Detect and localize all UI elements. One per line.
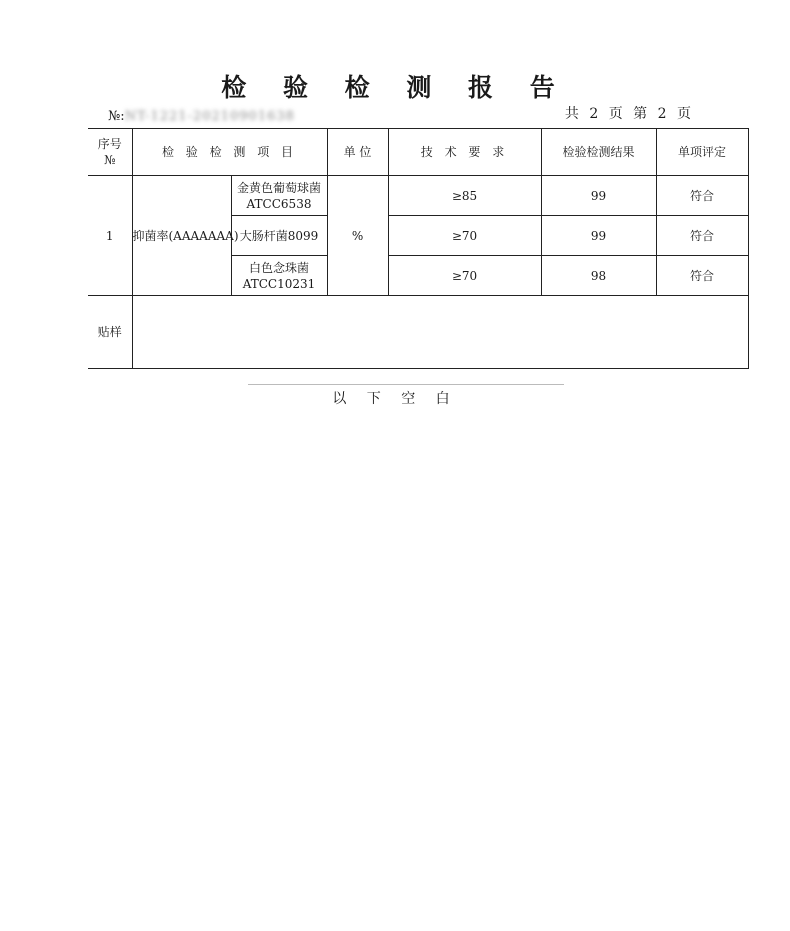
subitem-verdict: 符合 bbox=[656, 176, 748, 216]
subitem-name: 大肠杆菌8099 bbox=[231, 216, 327, 256]
report-number-value: NT-1221-20210901638 bbox=[124, 109, 295, 124]
report-number-label: №: bbox=[108, 109, 125, 124]
subitem-name: 白色念珠菌 ATCC10231 bbox=[231, 256, 327, 296]
inspection-table bbox=[88, 128, 749, 369]
subitem-result: 99 bbox=[541, 176, 656, 216]
header-unit: 单 位 bbox=[327, 129, 388, 176]
header-result: 检验检测结果 bbox=[541, 129, 656, 176]
sample-label: 贴样 bbox=[88, 296, 132, 369]
inspection-table-wrapper bbox=[88, 128, 727, 369]
subitem-verdict: 符合 bbox=[656, 216, 748, 256]
blank-divider bbox=[248, 384, 564, 385]
subitem-requirement: ≥70 bbox=[388, 256, 541, 296]
subitem-requirement: ≥70 bbox=[388, 216, 541, 256]
header-seq: 序号 № bbox=[88, 129, 132, 176]
table-row bbox=[88, 176, 748, 216]
sample-row bbox=[88, 296, 748, 369]
report-title: 检 验 检 测 报 告 bbox=[221, 73, 569, 102]
subitem-result: 99 bbox=[541, 216, 656, 256]
subitem-name: 金黄色葡萄球菌 ATCC6538 bbox=[231, 176, 327, 216]
header-item: 检 验 检 测 项 目 bbox=[132, 129, 327, 176]
page-info: 共 2 页 第 2 页 bbox=[564, 106, 694, 122]
subitem-requirement: ≥85 bbox=[388, 176, 541, 216]
report-number bbox=[108, 109, 295, 124]
blank-notice: 以 下 空 白 bbox=[332, 391, 458, 407]
header-row bbox=[88, 129, 748, 176]
sample-area bbox=[132, 296, 748, 369]
header-verdict: 单项评定 bbox=[656, 129, 748, 176]
row-unit: % bbox=[327, 176, 388, 296]
subitem-result: 98 bbox=[541, 256, 656, 296]
subitem-verdict: 符合 bbox=[656, 256, 748, 296]
row-item: 抑菌率(AAAAAAA) bbox=[132, 176, 231, 296]
row-seq: 1 bbox=[88, 176, 132, 296]
header-requirement: 技 术 要 求 bbox=[388, 129, 541, 176]
